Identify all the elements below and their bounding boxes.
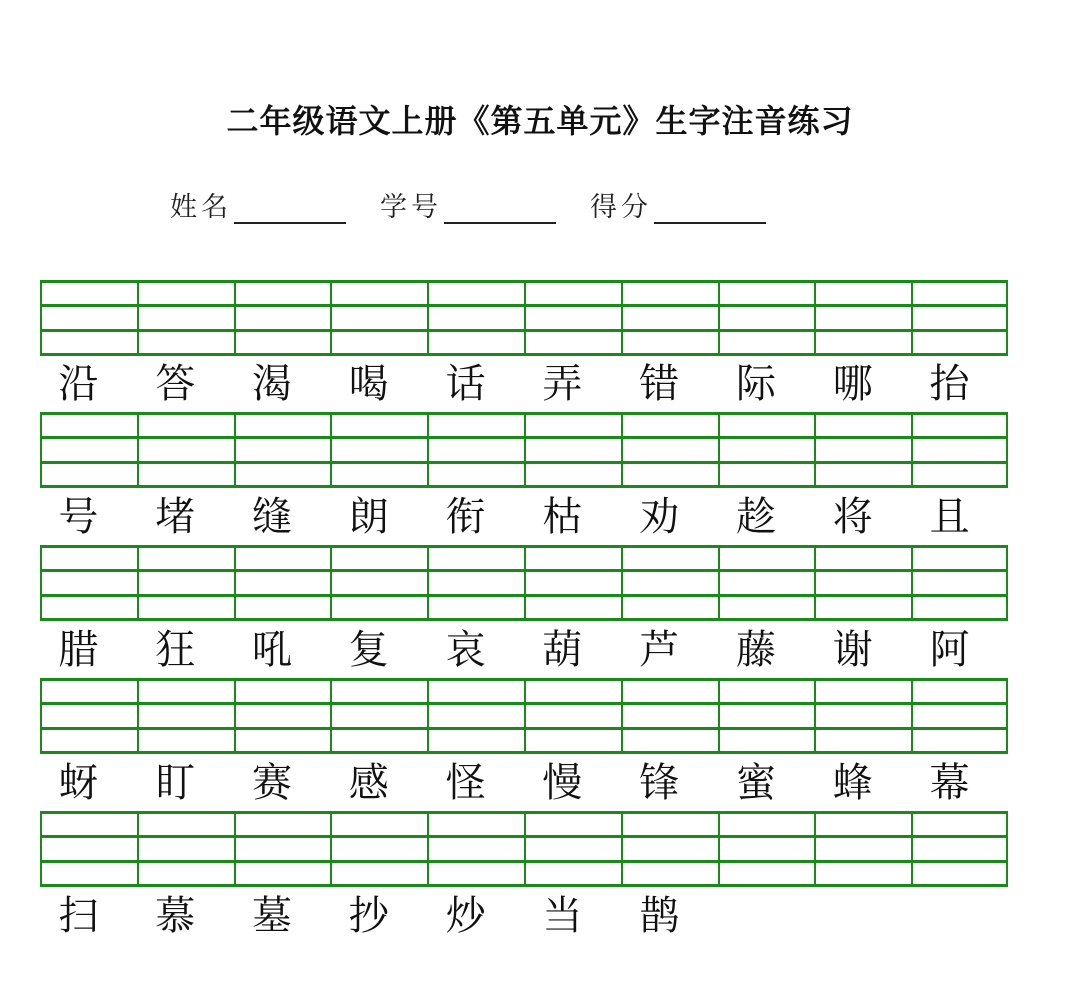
grid-vertical-line: [234, 811, 236, 887]
grid-vertical-line: [524, 811, 526, 887]
hanzi-character: 堵: [155, 494, 196, 540]
hanzi-character: 扫: [58, 893, 99, 939]
hanzi-character: 慕: [155, 893, 196, 939]
grid-vertical-line: [814, 545, 816, 621]
grid-vertical-line: [621, 412, 623, 488]
grid-vertical-line: [814, 678, 816, 754]
grid-vertical-line: [427, 678, 429, 754]
grid-vertical-line: [524, 280, 526, 356]
pinyin-grid[interactable]: [40, 545, 1008, 621]
grid-vertical-line: [40, 811, 42, 887]
hanzi-character: 喝: [348, 361, 389, 407]
grid-vertical-line: [718, 811, 720, 887]
grid-vertical-line: [911, 545, 913, 621]
hanzi-character: 炒: [445, 893, 486, 939]
hanzi-character: 慢: [542, 760, 583, 806]
grid-vertical-line: [234, 678, 236, 754]
grid-vertical-line: [1006, 545, 1008, 621]
grid-vertical-line: [427, 412, 429, 488]
hanzi-character: 腊: [58, 627, 99, 673]
hanzi-character: 弄: [542, 361, 583, 407]
hanzi-character: 蜜: [735, 760, 776, 806]
hanzi-character: 枯: [542, 494, 583, 540]
grid-vertical-line: [621, 678, 623, 754]
hanzi-character: 衔: [445, 494, 486, 540]
grid-vertical-line: [1006, 412, 1008, 488]
hanzi-character: 将: [832, 494, 873, 540]
grid-vertical-line: [234, 412, 236, 488]
hanzi-character: 当: [542, 893, 583, 939]
score-blank[interactable]: [654, 192, 766, 224]
hanzi-character: 抄: [348, 893, 389, 939]
hanzi-character: 蜂: [832, 760, 873, 806]
name-field[interactable]: [170, 185, 346, 224]
grid-vertical-line: [1006, 678, 1008, 754]
hanzi-character: 狂: [155, 627, 196, 673]
hanzi-character: 沿: [58, 361, 99, 407]
grid-vertical-line: [911, 280, 913, 356]
grid-vertical-line: [524, 678, 526, 754]
grid-vertical-line: [1006, 280, 1008, 356]
hanzi-character: 葫: [542, 627, 583, 673]
score-field[interactable]: [590, 185, 766, 224]
hanzi-character: 墓: [251, 893, 292, 939]
hanzi-character: 赛: [251, 760, 292, 806]
grid-vertical-line: [524, 545, 526, 621]
grid-vertical-line: [427, 811, 429, 887]
grid-vertical-line: [814, 811, 816, 887]
grid-vertical-line: [911, 811, 913, 887]
grid-vertical-line: [137, 280, 139, 356]
name-label: 姓名: [170, 192, 232, 223]
hanzi-character: 际: [735, 361, 776, 407]
hanzi-character: 缝: [251, 494, 292, 540]
page-title: 二年级语文上册《第五单元》生字注音练习: [226, 102, 854, 140]
grid-vertical-line: [330, 280, 332, 356]
grid-vertical-line: [234, 545, 236, 621]
hanzi-character: 答: [155, 361, 196, 407]
hanzi-character: 错: [639, 361, 680, 407]
grid-vertical-line: [40, 545, 42, 621]
hanzi-character: 谢: [832, 627, 873, 673]
pinyin-grid[interactable]: [40, 811, 1008, 887]
grid-vertical-line: [621, 280, 623, 356]
grid-vertical-line: [137, 545, 139, 621]
hanzi-character: 哀: [445, 627, 486, 673]
hanzi-character: 蚜: [58, 760, 99, 806]
grid-vertical-line: [137, 811, 139, 887]
grid-vertical-line: [234, 280, 236, 356]
hanzi-character: 渴: [251, 361, 292, 407]
hanzi-character: 阿: [929, 627, 970, 673]
student-number-field[interactable]: [380, 185, 556, 224]
hanzi-character: 吼: [251, 627, 292, 673]
hanzi-character: 感: [348, 760, 389, 806]
hanzi-character: 盯: [155, 760, 196, 806]
grid-vertical-line: [40, 678, 42, 754]
hanzi-character: 幕: [929, 760, 970, 806]
pinyin-grid[interactable]: [40, 280, 1008, 356]
character-row: [40, 487, 1008, 547]
grid-vertical-line: [814, 412, 816, 488]
grid-vertical-line: [137, 678, 139, 754]
character-row: [40, 620, 1008, 680]
score-label: 得分: [590, 192, 652, 223]
pinyin-grid[interactable]: [40, 412, 1008, 488]
hanzi-character: 趁: [735, 494, 776, 540]
grid-vertical-line: [330, 545, 332, 621]
name-blank[interactable]: [234, 192, 346, 224]
grid-vertical-line: [718, 280, 720, 356]
grid-vertical-line: [621, 811, 623, 887]
hanzi-character: 劝: [639, 494, 680, 540]
hanzi-character: 抬: [929, 361, 970, 407]
grid-vertical-line: [911, 678, 913, 754]
hanzi-character: 锋: [639, 760, 680, 806]
grid-vertical-line: [718, 412, 720, 488]
grid-vertical-line: [40, 280, 42, 356]
grid-vertical-line: [330, 678, 332, 754]
grid-vertical-line: [330, 811, 332, 887]
hanzi-character: 且: [929, 494, 970, 540]
grid-vertical-line: [40, 412, 42, 488]
hanzi-character: 藤: [735, 627, 776, 673]
student-info-row: [170, 184, 800, 224]
hanzi-character: 怪: [445, 760, 486, 806]
grid-vertical-line: [718, 678, 720, 754]
student-number-label: 学号: [380, 192, 442, 223]
grid-vertical-line: [911, 412, 913, 488]
hanzi-character: 号: [58, 494, 99, 540]
pinyin-grid[interactable]: [40, 678, 1008, 754]
hanzi-character: 哪: [832, 361, 873, 407]
grid-vertical-line: [330, 412, 332, 488]
hanzi-character: 芦: [639, 627, 680, 673]
character-row: [40, 753, 1008, 813]
grid-vertical-line: [814, 280, 816, 356]
grid-vertical-line: [137, 412, 139, 488]
student-number-blank[interactable]: [444, 192, 556, 224]
grid-vertical-line: [427, 545, 429, 621]
grid-vertical-line: [524, 412, 526, 488]
hanzi-character: 复: [348, 627, 389, 673]
hanzi-character: 话: [445, 361, 486, 407]
grid-vertical-line: [718, 545, 720, 621]
grid-vertical-line: [1006, 811, 1008, 887]
grid-vertical-line: [621, 545, 623, 621]
hanzi-character: 朗: [348, 494, 389, 540]
character-row: [40, 886, 1008, 946]
grid-vertical-line: [427, 280, 429, 356]
character-row: [40, 354, 1008, 414]
hanzi-character: 鹊: [639, 893, 680, 939]
